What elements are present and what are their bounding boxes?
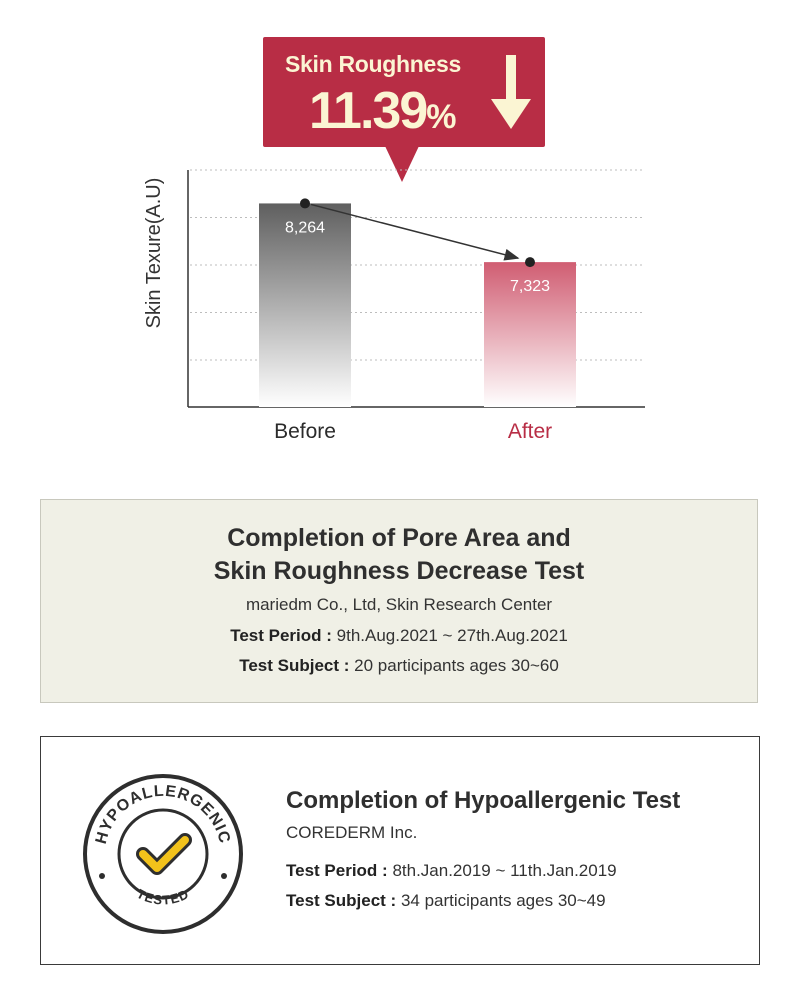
test1-period-value: 9th.Aug.2021 ~ 27th.Aug.2021 xyxy=(336,626,568,645)
test2-subject-label: Test Subject : xyxy=(286,891,397,910)
callout-value-number: 11.39 xyxy=(309,82,427,140)
checkmark-icon xyxy=(143,840,185,868)
y-axis-label: Skin Texure(A.U) xyxy=(143,177,165,329)
test2-subject-value: 34 participants ages 30~49 xyxy=(400,891,606,910)
callout-value xyxy=(309,81,457,147)
test2-title: Completion of Hypoallergenic Test xyxy=(286,787,681,814)
seal-top-text: HYPOALLERGENIC xyxy=(92,782,234,846)
category-label-after: After xyxy=(507,420,553,443)
test1-organization: mariedm Co., Ltd, Skin Research Center xyxy=(245,595,553,614)
chart-gridlines xyxy=(190,170,645,360)
callout-label: Skin Roughness xyxy=(285,51,461,77)
bar-chart xyxy=(0,150,800,450)
hypoallergenic-test-box xyxy=(40,736,760,965)
test1-period-label: Test Period : xyxy=(230,626,332,645)
hypoallergenic-seal xyxy=(81,772,245,936)
skin-roughness-callout xyxy=(263,37,545,147)
svg-text:TESTED xyxy=(134,886,191,908)
test1-subject-value: 20 participants ages 30~60 xyxy=(354,656,559,675)
test1-period xyxy=(41,626,757,646)
callout-value-unit: % xyxy=(426,98,457,136)
test2-organization: COREDERM Inc. xyxy=(286,823,418,842)
data-point-after xyxy=(525,257,535,267)
test1-subject xyxy=(41,656,757,676)
test2-period-value: 8th.Jan.2019 ~ 11th.Jan.2019 xyxy=(392,861,617,880)
test2-period-label: Test Period : xyxy=(286,861,388,880)
seal-bottom-text: TESTED xyxy=(134,885,192,908)
down-arrow-icon xyxy=(491,55,531,131)
data-label-after: 7,323 xyxy=(509,278,551,296)
data-point-before xyxy=(300,198,310,208)
test2-period xyxy=(286,861,617,881)
test1-title-line2: Skin Roughness Decrease Test xyxy=(213,557,585,585)
test2-subject xyxy=(286,891,606,911)
test1-subject-label: Test Subject : xyxy=(239,656,350,675)
test1-title-line1: Completion of Pore Area and xyxy=(227,524,571,552)
category-label-before: Before xyxy=(274,420,336,443)
pore-roughness-test-box xyxy=(40,499,758,703)
data-label-before: 8,264 xyxy=(284,219,326,237)
